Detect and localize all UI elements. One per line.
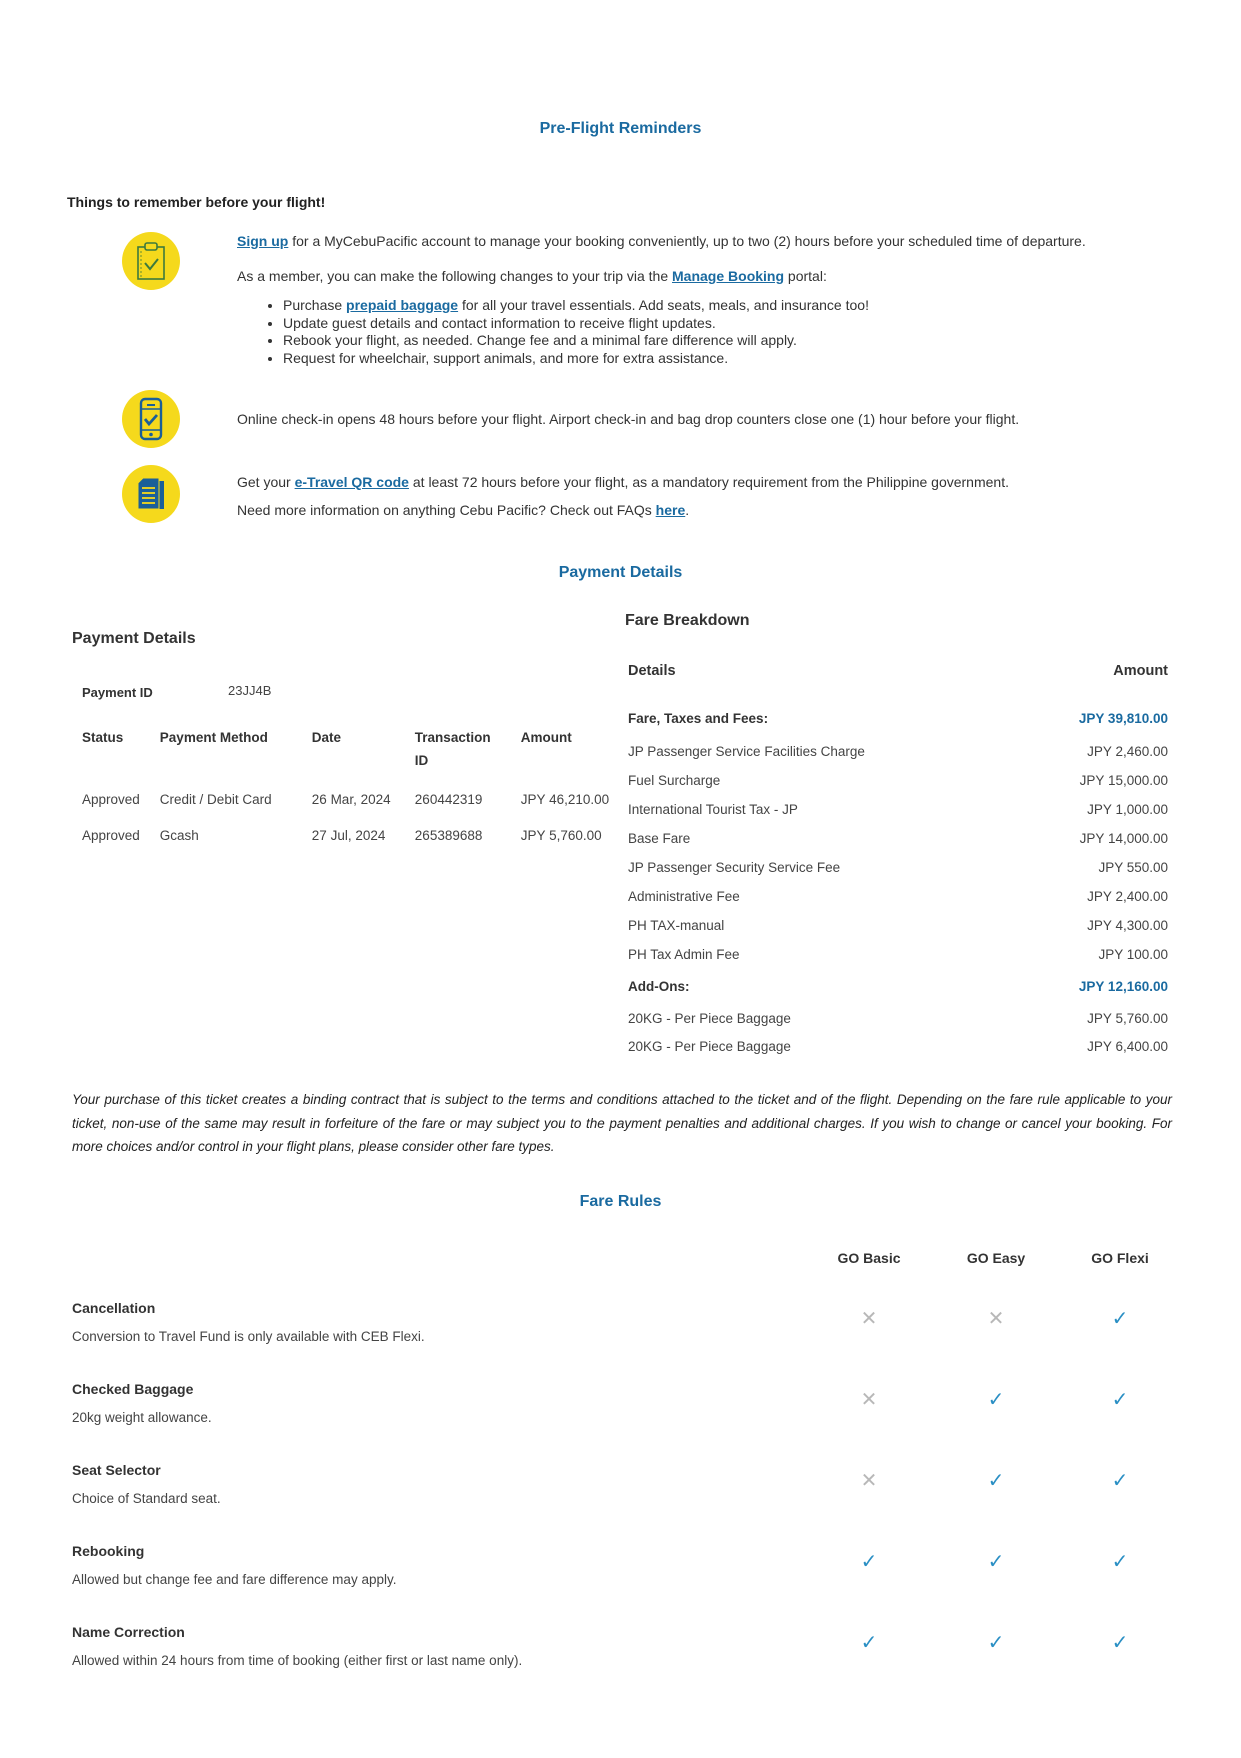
checkmark-icon: ✓ xyxy=(860,1551,878,1573)
checkmark-icon: ✓ xyxy=(987,1470,1005,1492)
fare-item-label: JP Passenger Service Facilities Charge xyxy=(628,744,865,759)
transaction-id: 260442319 xyxy=(414,792,483,807)
fare-item xyxy=(628,744,1168,759)
rule-title: Seat Selector xyxy=(72,1462,161,1478)
fare-item xyxy=(628,1011,1168,1026)
fare-item-amount: JPY 6,400.00 xyxy=(1087,1039,1168,1054)
faq-paragraph xyxy=(237,502,689,518)
cross-icon: ✕ xyxy=(860,1308,878,1330)
col-amount: Amount xyxy=(520,730,572,745)
rule-description: 20kg weight allowance. xyxy=(72,1410,212,1425)
checkmark-icon: ✓ xyxy=(1111,1308,1129,1330)
member-prefix: As a member, you can make the following changes to your trip via the xyxy=(237,268,673,284)
rule-description: Conversion to Travel Fund is only available with CEB Flexi. xyxy=(72,1329,425,1344)
fare-item-amount: JPY 550.00 xyxy=(1098,860,1168,875)
list-item: • Rebook your flight, as needed. Change fee and a minimal fare difference will apply. xyxy=(283,332,869,350)
fare-item-amount: JPY 4,300.00 xyxy=(1087,918,1168,933)
group-total: JPY 12,160.00 xyxy=(1078,979,1168,994)
table-row xyxy=(72,784,619,820)
fare-item-amount: JPY 14,000.00 xyxy=(1079,831,1168,846)
table-row xyxy=(72,820,619,856)
etravel-prefix: Get your xyxy=(237,474,295,490)
member-benefits-list xyxy=(237,297,869,367)
col-go-basic: GO Basic xyxy=(837,1250,901,1266)
fare-item-label: 20KG - Per Piece Baggage xyxy=(628,1039,791,1054)
checkmark-icon: ✓ xyxy=(987,1389,1005,1411)
member-paragraph xyxy=(237,268,827,284)
fare-item-label: Administrative Fee xyxy=(628,889,740,904)
signup-text: for a MyCebuPacific account to manage your booking conveniently, up to two (2) hours before your scheduled time of departure. xyxy=(288,233,1086,249)
payment-method: Gcash xyxy=(159,828,199,843)
checkmark-icon: ✓ xyxy=(987,1632,1005,1654)
etravel-paragraph xyxy=(237,474,1009,490)
checkmark-icon: ✓ xyxy=(860,1632,878,1654)
checkmark-icon: ✓ xyxy=(1111,1632,1129,1654)
bullet-prefix: Purchase xyxy=(283,297,347,313)
fare-rules-title: Fare Rules xyxy=(579,1193,662,1210)
date: 26 Mar, 2024 xyxy=(311,792,391,807)
signup-paragraph xyxy=(237,233,1086,249)
checkin-info: Online check-in opens 48 hours before your flight. Airport check-in and bag drop counters close one (1) hour before your flight. xyxy=(237,411,1020,427)
status: Approved xyxy=(82,792,140,807)
list-item: • Request for wheelchair, support animals, and more for extra assistance. xyxy=(283,350,869,368)
rule-title: Checked Baggage xyxy=(72,1381,194,1397)
group-total: JPY 39,810.00 xyxy=(1078,711,1168,726)
manage-booking-link[interactable]: Manage Booking xyxy=(672,268,785,284)
faq-here-link[interactable]: here xyxy=(655,502,686,518)
payment-table xyxy=(72,720,619,856)
col-amount: Amount xyxy=(1113,663,1168,679)
date: 27 Jul, 2024 xyxy=(311,828,386,843)
fare-group-fees xyxy=(628,711,1168,726)
fare-group-addons xyxy=(628,979,1168,994)
preflight-title: Pre-Flight Reminders xyxy=(539,120,702,137)
clipboard-check-icon xyxy=(122,232,180,290)
preflight-intro: Things to remember before your flight! xyxy=(67,194,326,210)
fare-item-label: JP Passenger Security Service Fee xyxy=(628,860,841,875)
checkmark-icon: ✓ xyxy=(1111,1551,1129,1573)
col-payment-method: Payment Method xyxy=(159,730,268,745)
list-item xyxy=(283,297,869,315)
payment-id-value: 23JJ4B xyxy=(228,683,272,698)
col-details: Details xyxy=(628,663,676,679)
col-date: Date xyxy=(311,730,342,745)
fare-item xyxy=(628,889,1168,904)
rule-title: Rebooking xyxy=(72,1543,145,1559)
cross-icon: ✕ xyxy=(987,1308,1005,1330)
rule-description: Allowed but change fee and fare difference may apply. xyxy=(72,1572,397,1587)
status: Approved xyxy=(82,828,140,843)
group-label: Fare, Taxes and Fees: xyxy=(628,711,769,726)
payment-table-header xyxy=(72,720,619,784)
fare-item xyxy=(628,1039,1168,1054)
prepaid-baggage-link[interactable]: prepaid baggage xyxy=(346,297,459,313)
bullet-suffix: for all your travel essentials. Add seats, meals, and insurance too! xyxy=(458,297,869,313)
rule-title: Name Correction xyxy=(72,1624,185,1640)
rule-description: Allowed within 24 hours from time of booking (either first or last name only). xyxy=(72,1653,523,1668)
fare-item-amount: JPY 100.00 xyxy=(1098,947,1168,962)
col-go-easy: GO Easy xyxy=(966,1250,1026,1266)
etravel-suffix: at least 72 hours before your flight, as a mandatory requirement from the Philippine government. xyxy=(408,474,1009,490)
fare-item-amount: JPY 5,760.00 xyxy=(1087,1011,1168,1026)
fare-item-amount: JPY 15,000.00 xyxy=(1079,773,1168,788)
rule-title: Cancellation xyxy=(72,1300,156,1316)
checkmark-icon: ✓ xyxy=(1111,1470,1129,1492)
fare-item-label: Fuel Surcharge xyxy=(628,773,721,788)
fare-item xyxy=(628,947,1168,962)
phone-check-icon xyxy=(122,390,180,448)
fare-item xyxy=(628,860,1168,875)
fare-item-label: International Tourist Tax - JP xyxy=(628,802,798,817)
faq-suffix: . xyxy=(685,502,690,518)
cross-icon: ✕ xyxy=(860,1389,878,1411)
sign-up-link[interactable]: Sign up xyxy=(237,233,289,249)
payment-details-heading: Payment Details xyxy=(72,630,196,647)
cross-icon: ✕ xyxy=(860,1470,878,1492)
fare-item xyxy=(628,831,1168,846)
transaction-id: 265389688 xyxy=(414,828,483,843)
fare-item-label: PH TAX-manual xyxy=(628,918,725,933)
fare-breakdown-header xyxy=(628,663,1168,679)
fare-item-label: 20KG - Per Piece Baggage xyxy=(628,1011,791,1026)
payment-id-label: Payment ID xyxy=(82,685,153,700)
list-item: • Update guest details and contact information to receive flight updates. xyxy=(283,315,869,333)
fare-breakdown-heading: Fare Breakdown xyxy=(625,612,750,629)
amount: JPY 5,760.00 xyxy=(520,828,602,843)
checkmark-icon: ✓ xyxy=(987,1551,1005,1573)
fare-item-amount: JPY 2,400.00 xyxy=(1087,889,1168,904)
rule-description: Choice of Standard seat. xyxy=(72,1491,221,1506)
fare-item-amount: JPY 1,000.00 xyxy=(1087,802,1168,817)
faq-prefix: Need more information on anything Cebu Pacific? Check out FAQs xyxy=(237,502,656,518)
payment-method: Credit / Debit Card xyxy=(159,792,272,807)
etravel-qr-link[interactable]: e-Travel QR code xyxy=(294,474,409,490)
group-label: Add-Ons: xyxy=(628,979,690,994)
fare-item xyxy=(628,918,1168,933)
col-transaction-id: Transaction ID xyxy=(414,730,491,768)
col-go-flexi: GO Flexi xyxy=(1091,1250,1149,1266)
documents-icon xyxy=(122,465,180,523)
member-suffix: portal: xyxy=(784,268,827,284)
payment-section-title: Payment Details xyxy=(558,564,683,581)
amount: JPY 46,210.00 xyxy=(520,792,610,807)
checkmark-icon: ✓ xyxy=(1111,1389,1129,1411)
fare-item xyxy=(628,773,1168,788)
col-status: Status xyxy=(82,730,124,745)
page-cutoff xyxy=(0,1668,1241,1758)
fare-item xyxy=(628,802,1168,817)
fare-item-label: Base Fare xyxy=(628,831,691,846)
fare-item-label: PH Tax Admin Fee xyxy=(628,947,740,962)
ticket-disclaimer: Your purchase of this ticket creates a binding contract that is subject to the terms and conditions attached to the ticket and of the flight. Depending on the fare rule applicable to your ticket, non-use of the same may result in forfeiture of the fare or may subject you to the payment penalties and additional charges. If you wish to change or cancel your booking. For more choices and/or control in your flight plans, please consider other fare types. xyxy=(72,1092,1172,1154)
fare-item-amount: JPY 2,460.00 xyxy=(1087,744,1168,759)
